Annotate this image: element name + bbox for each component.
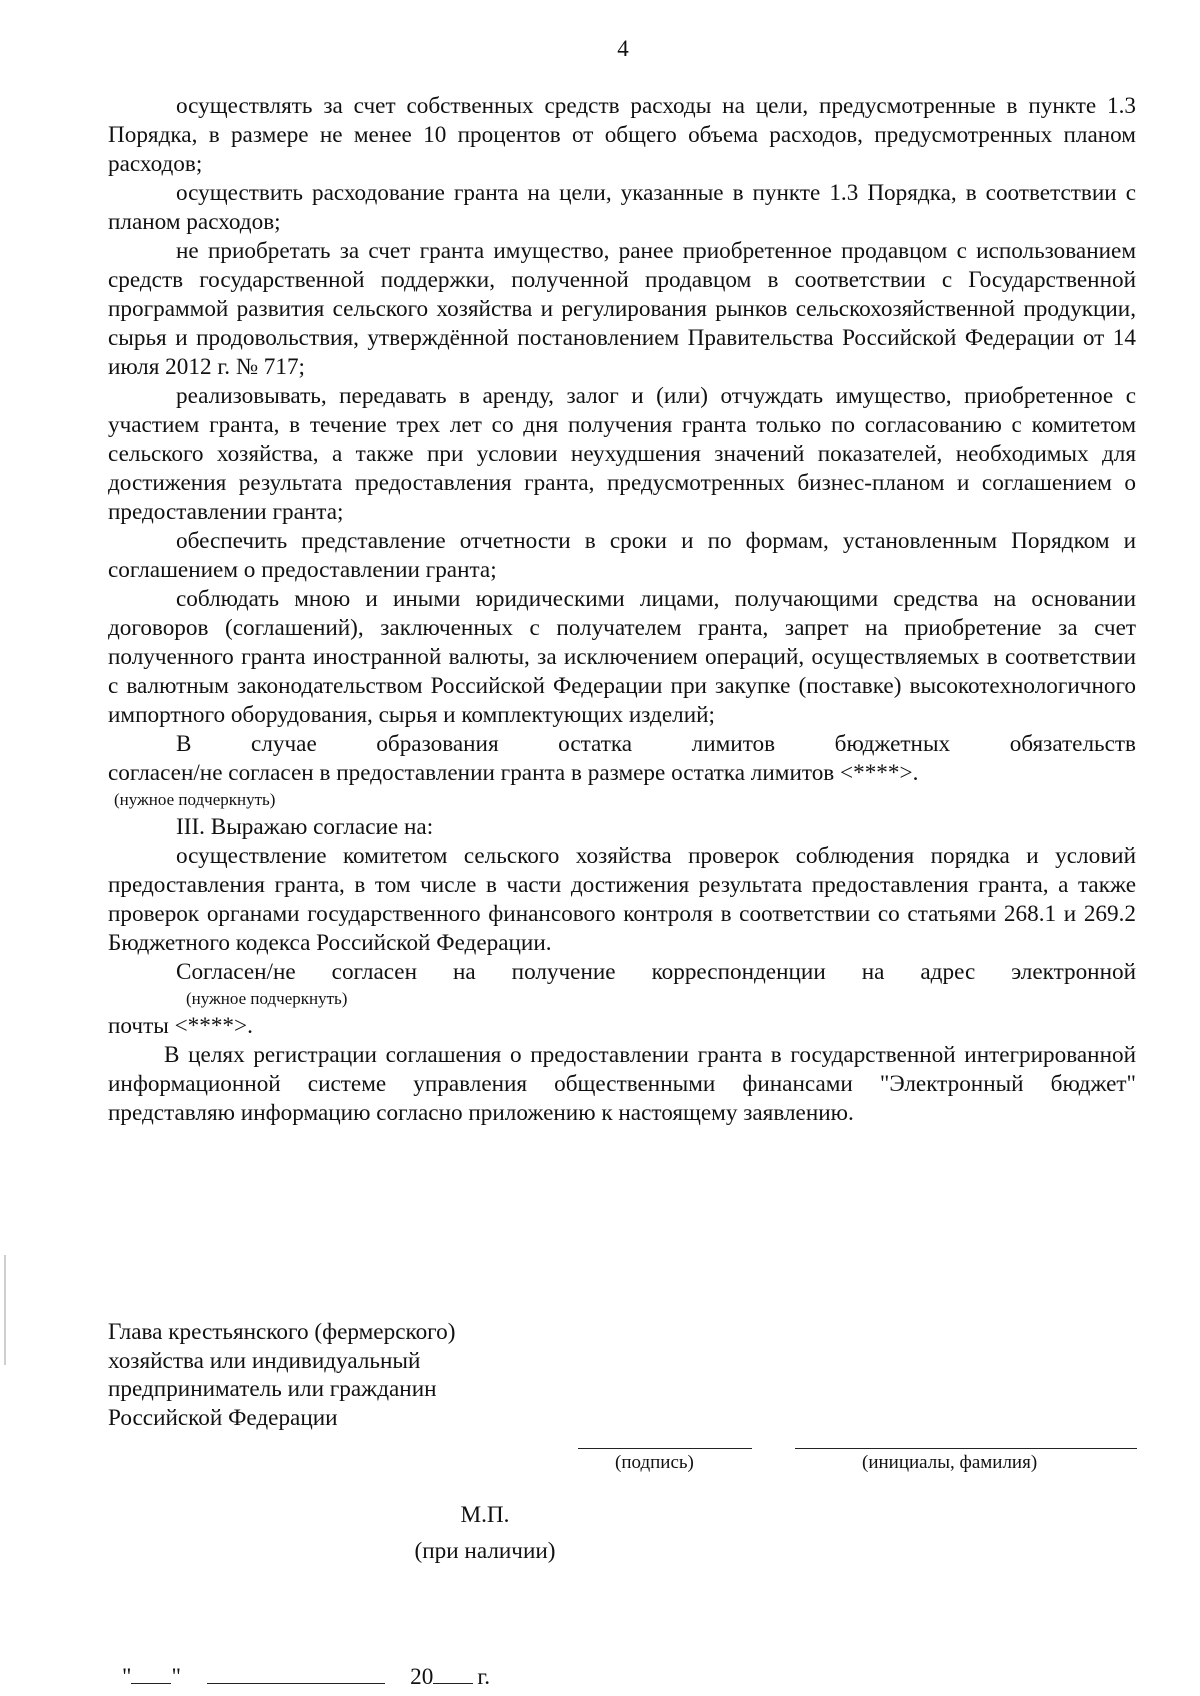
- paragraph-reporting: обеспечить представление отчетности в сроки и по формам, установленным Порядком и соглашением о предоставлении гранта;: [108, 528, 1136, 583]
- underline-note: (нужное подчеркнуть): [186, 989, 348, 1008]
- paragraph-electronic-budget: В целях регистрации соглашения о предоставлении гранта в государственной интегрированной информационной системе управления общественными финансами "Электронный бюджет" представляю информацию согласно приложению к настоящему заявлению.: [108, 1042, 1136, 1126]
- year-prefix: 20: [410, 1664, 434, 1690]
- name-caption: (инициалы, фамилия): [862, 1452, 1038, 1473]
- paragraph-email-line1: Согласен/не согласен на получение корреспонденции на адрес электронной: [176, 959, 1136, 985]
- document-body: [108, 92, 1136, 1128]
- signatory-title: [108, 1318, 528, 1432]
- paragraph-limits-line2: согласен/не согласен в предоставлении гранта в размере остатка лимитов <****>.: [108, 760, 919, 786]
- limits-word: бюджетных: [834, 731, 951, 757]
- scan-edge-mark: [4, 1255, 6, 1365]
- limits-word: лимитов: [691, 731, 776, 757]
- year-suffix: г.: [477, 1664, 491, 1690]
- date-quote-close: ": [171, 1664, 181, 1690]
- paragraph-grant-spending: осуществить расходование гранта на цели, указанные в пункте 1.3 Порядка, в соответствии с планом расходов;: [108, 180, 1136, 235]
- signatory-line: Российской Федерации: [108, 1404, 338, 1431]
- signature-caption: (подпись): [615, 1452, 694, 1473]
- paragraph-inspections: осуществление комитетом сельского хозяйства проверок соблюдения порядка и условий предоставления гранта, в том числе в части достижения результата предоставления гранта, а также проверок органами государственного финансового контроля в соответствии со статьями 268.1 и 269.2 Бюджетного кодекса Российской Федерации.: [108, 843, 1136, 956]
- signatory-line: Глава крестьянского (фермерского): [108, 1319, 456, 1345]
- limits-word: обязательств: [1009, 731, 1136, 757]
- signature-line: [578, 1448, 752, 1449]
- paragraph-limits-line1: [108, 730, 1136, 759]
- month-blank: [207, 1663, 385, 1684]
- underline-note: (нужное подчеркнуть): [114, 790, 276, 809]
- page-number: 4: [617, 36, 629, 61]
- paragraph-property-restriction: не приобретать за счет гранта имущество, ранее приобретенное продавцом с использованием средств государственной поддержки, полученной продавцом в соответствии с Государственной программой развития сельского хозяйства и регулирования рынков сельскохозяйственной продукции, сырья и продовольствия, утверждённой постановлением Правительства Российской Федерации от 14 июля 2012 г. № 717;: [108, 238, 1136, 380]
- limits-word: В: [176, 731, 192, 757]
- signatory-line: хозяйства или индивидуальный: [108, 1347, 421, 1374]
- stamp-label: М.П.: [460, 1502, 510, 1528]
- name-line: [795, 1448, 1137, 1449]
- year-blank: [433, 1663, 473, 1684]
- signatory-line: предприниматель или гражданин: [108, 1376, 437, 1402]
- day-blank: [131, 1663, 171, 1684]
- paragraph-property-disposal: реализовывать, передавать в аренду, залог и (или) отчуждать имущество, приобретенное с участием гранта, в течение трех лет со дня получения гранта только по согласованию с комитетом сельского хозяйства, а также при условии неухудшения значений показателей, необходимых для достижения результата предоставления гранта, предусмотренных бизнес-планом и соглашением о предоставлении гранта;: [108, 383, 1136, 525]
- limits-word: образования: [376, 731, 499, 757]
- paragraph-currency-ban: соблюдать мною и иными юридическими лицами, получающими средства на основании договоров (соглашений), заключенных с получателем гранта, запрет на приобретение за счет полученного гранта иностранной валюты, за исключением операций, осуществляемых в соответствии с валютным законодательством Российской Федерации при закупке (поставке) высокотехнологичного импортного оборудования, сырья и комплектующих изделий;: [108, 586, 1136, 728]
- limits-word: случае: [251, 731, 317, 757]
- date-quote-open: ": [122, 1664, 132, 1690]
- paragraph-own-funds: осуществлять за счет собственных средств расходы на цели, предусмотренные в пункте 1.3 Порядка, в размере не менее 10 процентов от общего объема расходов, предусмотренных планом расходов;: [108, 93, 1136, 177]
- section-three-heading: III. Выражаю согласие на:: [176, 814, 434, 840]
- stamp-note: (при наличии): [414, 1538, 556, 1564]
- limits-word: остатка: [558, 731, 633, 757]
- paragraph-email-line2: почты <****>.: [108, 1013, 253, 1039]
- date-line: [122, 1663, 490, 1691]
